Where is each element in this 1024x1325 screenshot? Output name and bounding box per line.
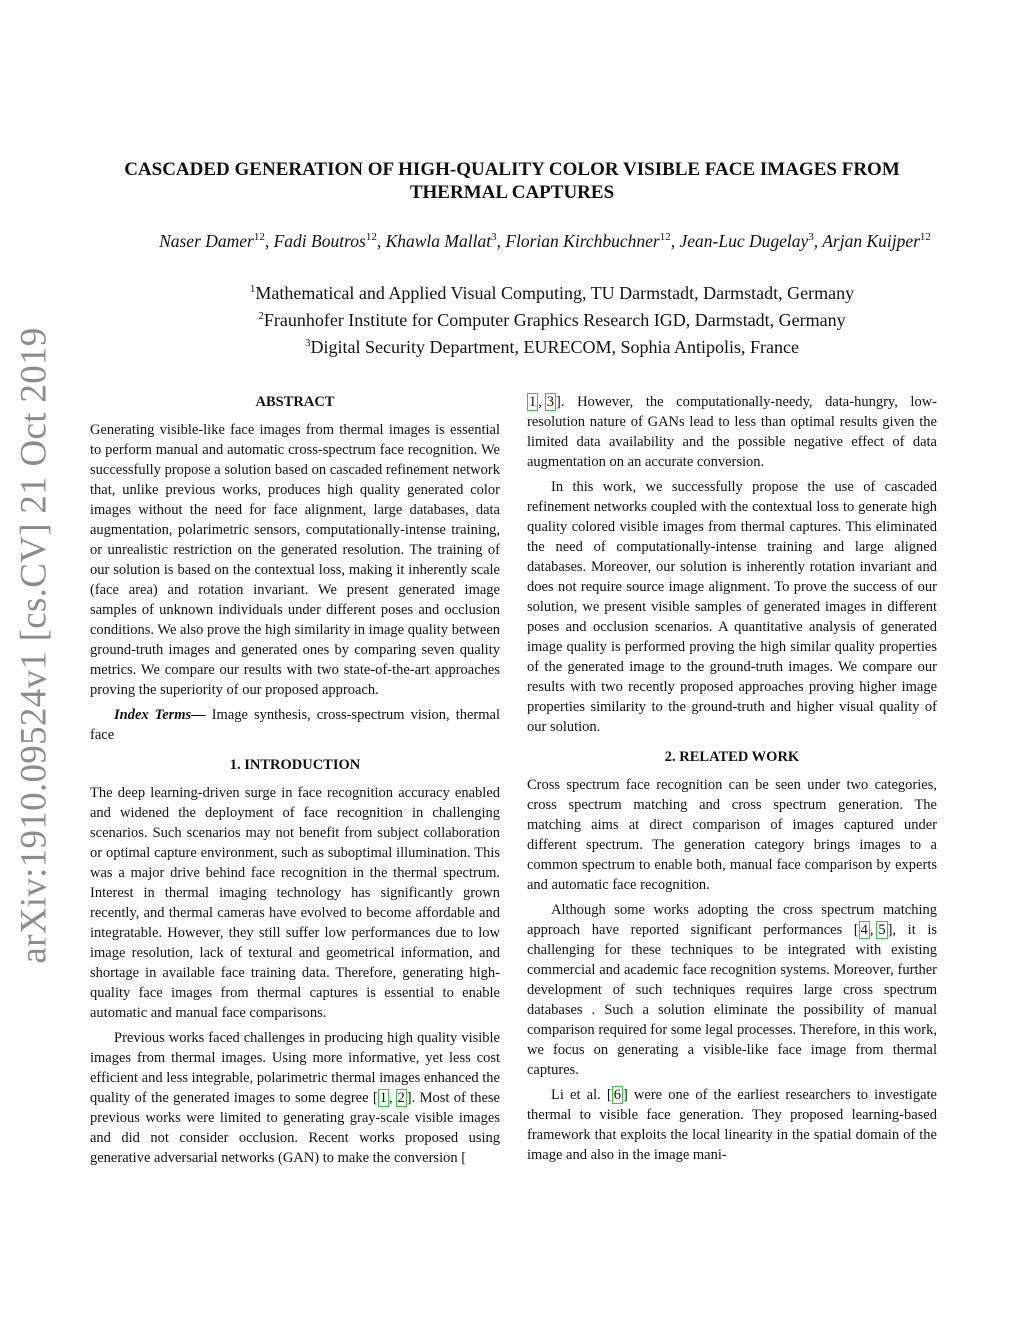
- related-work-paragraph-2-text: ], it is challenging for these techniques to be integrated with existing commercial and academic face recognition systems. Moreover, further development of such techniques requires large cross spectrum databases . Such a solution eliminate the possibility of manual comparison required for some legal processes. Therefore, in this work, we focus on generating a visible-like face image from thermal captures.: [527, 922, 937, 1078]
- introduction-paragraph-2: Previous works faced challenges in producing high quality visible images from thermal images. Using more informative, yet less cost efficient and less integrable, polarimetric thermal images enhanced the quality of the generated images to some degree [ 1 , 2 ]. Most of these previous works were limited to generating gray-scale visible images and did not consider occlusion. Recent works proposed using generative adversarial networks (GAN) to make the conversion [: [90, 1030, 500, 1166]
- related-work-paragraph-1: Cross spectrum face recognition can be seen under two categories, cross spectrum matching and cross spectrum generation. The matching aims at direct comparison of images captured under different spectrum. The generation category brings images to a common spectrum to enable both, manual face comparison by experts and automatic face recognition.: [527, 777, 937, 893]
- author-name: Naser Damer: [159, 231, 254, 251]
- introduction-paragraph-2-text: ]. However, the computationally-needy, data-hungry, low-resolution nature of GANs lead to less than optimal results given the limited data availability and the possible negative effect of data augmentation on an accurate conversion.: [527, 394, 937, 470]
- author-affiliation-mark: 12: [365, 231, 377, 244]
- affiliation-list: [80, 278, 1024, 359]
- citation-link[interactable]: 2: [397, 1090, 405, 1106]
- citation-link[interactable]: 1: [529, 394, 537, 410]
- author-name: Florian Kirchbuchner: [505, 231, 660, 251]
- title-line-2: THERMAL CAPTURES: [409, 182, 615, 203]
- index-terms-text: Image synthesis, cross-spectrum vision, thermal face: [90, 707, 500, 743]
- affiliation: [80, 305, 1024, 332]
- author-name: Fadi Boutros: [273, 231, 366, 251]
- author-name: Khawla Mallat: [385, 231, 492, 251]
- author-affiliation-mark: 3: [491, 231, 497, 244]
- related-work-paragraph-2: Although some works adopting the cross spectrum matching approach have reported significant performances [ 4 , 5 ], it is challenging for these techniques to be integrated with existing commercial and academic face recognition systems. Moreover, further development of such techniques requires large cross spectrum databases . Such a solution eliminate the possibility of manual comparison required for some legal processes. Therefore, in this work, we focus on generating a visible-like face image from thermal captures.: [527, 902, 937, 1078]
- abstract-text: Generating visible-like face images from thermal images is essential to perform manual and automatic cross-spectrum face recognition. We successfully propose a solution based on cascaded refinement network that, unlike previous works, produces high quality generated color images without the need for face alignment, large databases, data augmentation, polarimetric sensors, computationally-intense training, or unrealistic restriction on the generated resolution. The training of our solution is based on the contextual loss, making it inherently scale (face area) and rotation invariant. We present generated image samples of unknown individuals under different poses and occlusion conditions. We also prove the high similarity in image quality between ground-truth images and generated ones by comparing seven quality metrics. We compare our results with two state-of-the-art approaches proving the superiority of our proposed approach.: [90, 422, 500, 698]
- right-column: [527, 392, 937, 1165]
- citation-link[interactable]: 5: [878, 922, 886, 938]
- introduction-paragraph-2-text: Previous works faced challenges in producing high quality visible images from thermal images. Using more informative, yet less cost efficient and less integrable, polarimetric thermal images enhanced the quality of the generated images to some degree [: [90, 1030, 500, 1106]
- affiliation-text: Fraunhofer Institute for Computer Graphics Research IGD, Darmstadt, Germany: [263, 310, 846, 330]
- related-work-paragraph-2-text: Although some works adopting the cross spectrum matching approach have reported significant performances [: [527, 902, 937, 938]
- author-list: Naser Damer$^{12}$, Fadi Boutros$^{12}$, Khawla Mallat$^3$, Florian Kirchbuchner$^{12}$, Jean-Luc Dugelay$^3$, Arjan Kuijper$^{12}$: [159, 231, 931, 251]
- author-affiliation-mark: 12: [253, 231, 265, 244]
- affiliation-text: Digital Security Department, EURECOM, Sophia Antipolis, France: [310, 337, 799, 357]
- author-name: Arjan Kuijper: [822, 231, 920, 251]
- introduction-paragraph-3: In this work, we successfully propose the use of cascaded refinement networks coupled with the contextual loss to generate high quality colored visible images from thermal captures. This eliminated the need of computationally-intense training and large aligned databases. Moreover, our solution is inherently rotation invariant and does not require source image alignment. To prove the success of our solution, we present visible samples of generated images in different poses and occlusion scenarios. A quantitative analysis of generated image quality is performed proving the high similar quality properties of the generated image to the ground-truth images. We compare our results with two recently proposed approaches proving higher image properties similarity to the ground-truth and higher visual quality of our solution.: [527, 479, 937, 735]
- title-line-1: CASCADED GENERATION OF HIGH-QUALITY COLOR VISIBLE FACE IMAGES FROM: [124, 159, 900, 180]
- introduction-paragraph-1: The deep learning-driven surge in face recognition accuracy enabled and widened the deployment of face recognition in challenging scenarios. Such scenarios may not benefit from subject collaboration or optimal capture environment, such as suboptimal illumination. This was a major drive behind face recognition in the thermal spectrum. Interest in thermal imaging technology has significantly grown recently, and thermal cameras have evolved to become affordable and integratable. However, they still suffer low performances due to low image resolution, lack of textural and geometrical information, and shortage in available face training data. Therefore, generating high-quality face images from thermal captures is essential to enable automatic and manual face comparisons.: [90, 785, 500, 1021]
- affiliation: [80, 278, 1024, 305]
- arxiv-identifier-stamp: [4, 326, 64, 964]
- author-affiliation-mark: 3: [808, 231, 814, 244]
- affiliation-number: 3: [305, 337, 311, 349]
- paper-title: [80, 158, 944, 204]
- author-affiliation-mark: 12: [919, 231, 931, 244]
- related-work-paragraph-3-text: ] were one of the earliest researchers to investigate thermal to visible face generation. They proposed learning-based framework that exploits the local linearity in the spatial domain of the image and also in the image mani-: [527, 1087, 937, 1163]
- abstract-heading: ABSTRACT: [255, 394, 335, 410]
- author-affiliation-mark: 12: [659, 231, 671, 244]
- citation-link[interactable]: 1: [379, 1090, 387, 1106]
- affiliation-text: Mathematical and Applied Visual Computing, TU Darmstadt, Darmstadt, Germany: [255, 283, 855, 303]
- affiliation: [80, 332, 1024, 359]
- related-work-heading: 2. RELATED WORK: [664, 749, 800, 765]
- introduction-paragraph-2-continued: 1 , 3 ]. However, the computationally-needy, data-hungry, low-resolution nature of GANs lead to less than optimal results given the limited data availability and the possible negative effect of data augmentation on an accurate conversion.: [527, 394, 937, 470]
- author-name: Jean-Luc Dugelay: [679, 231, 809, 251]
- citation-link[interactable]: 6: [613, 1087, 621, 1103]
- affiliation-number: 1: [249, 283, 256, 295]
- related-work-paragraph-3-text: Li et al. [: [551, 1087, 612, 1103]
- index-terms-label: Index Terms—: [114, 707, 206, 723]
- citation-link[interactable]: 4: [860, 922, 868, 938]
- citation-link[interactable]: 3: [546, 394, 555, 410]
- index-terms: [90, 705, 500, 745]
- arxiv-identifier-text: arXiv:1910.09524v1 [cs.CV] 21 Oct 2019: [13, 326, 55, 964]
- introduction-paragraph-2-text: ]. Most of these previous works were limited to generating gray-scale visible images and did not consider occlusion. Recent works proposed using generative adversarial networks (GAN) to make the conversion [: [90, 1090, 500, 1166]
- affiliation-number: 2: [258, 310, 264, 322]
- introduction-heading: 1. INTRODUCTION: [229, 757, 361, 773]
- related-work-paragraph-3: [527, 1085, 937, 1165]
- left-column: [90, 392, 500, 1168]
